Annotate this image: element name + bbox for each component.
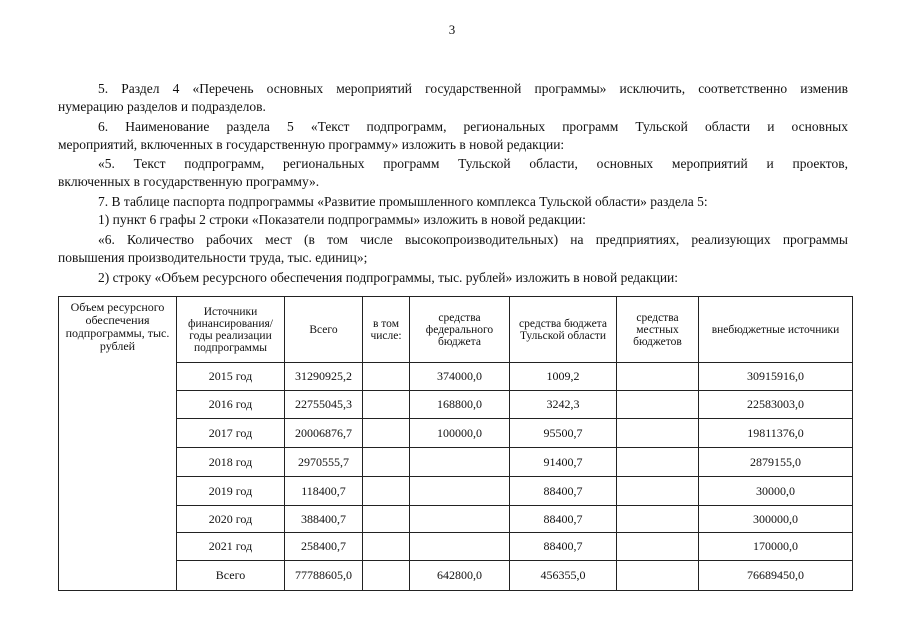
cell-including [363, 561, 410, 591]
table-row [59, 506, 853, 533]
header-regional: средства бюджета Тульской области [510, 297, 617, 363]
table-row [59, 561, 853, 591]
cell-year: 2019 год [177, 477, 285, 506]
cell-extrabudget: 30915916,0 [699, 363, 853, 391]
cell-regional: 456355,0 [510, 561, 617, 591]
cell-local [617, 391, 699, 419]
cell-including [363, 533, 410, 561]
cell-including [363, 363, 410, 391]
cell-year: 2016 год [177, 391, 285, 419]
cell-year: Всего [177, 561, 285, 591]
cell-total: 31290925,2 [285, 363, 363, 391]
cell-total: 118400,7 [285, 477, 363, 506]
paragraph-7-item-1: 1) пункт 6 графы 2 строки «Показатели подпрограммы» изложить в новой редакции: [98, 212, 586, 227]
cell-year: 2015 год [177, 363, 285, 391]
cell-regional: 88400,7 [510, 477, 617, 506]
cell-total: 20006876,7 [285, 419, 363, 448]
paragraph-6-line-1: 6. Наименование раздела 5 «Текст подпрограмм, региональных программ Тульской области и основных [98, 119, 848, 134]
cell-federal: 642800,0 [410, 561, 510, 591]
table-row [59, 363, 853, 391]
paragraph-7 [58, 193, 848, 229]
cell-year: 2017 год [177, 419, 285, 448]
resource-table [58, 296, 853, 591]
paragraph-7-item-2: 2) строку «Объем ресурсного обеспечения подпрограммы, тыс. рублей» изложить в новой редакции: [98, 270, 679, 285]
table-header-row [59, 297, 853, 363]
cell-local [617, 363, 699, 391]
header-including: в том числе: [363, 297, 410, 363]
cell-including [363, 448, 410, 477]
cell-regional: 88400,7 [510, 533, 617, 561]
cell-regional: 91400,7 [510, 448, 617, 477]
cell-total: 2970555,7 [285, 448, 363, 477]
cell-regional: 3242,3 [510, 391, 617, 419]
row-label: Объем ресурсного обеспечения подпрограммы, тыс. рублей [59, 297, 177, 591]
cell-total: 388400,7 [285, 506, 363, 533]
paragraph-5-line-2: нумерацию разделов и подразделов. [58, 99, 266, 114]
cell-total: 258400,7 [285, 533, 363, 561]
table-row [59, 391, 853, 419]
paragraph-7-quote [58, 231, 848, 267]
cell-federal [410, 533, 510, 561]
header-federal: средства федерального бюджета [410, 297, 510, 363]
paragraph-6-quote-line-2: включенных в государственную программу». [58, 174, 320, 189]
cell-extrabudget: 22583003,0 [699, 391, 853, 419]
header-total: Всего [285, 297, 363, 363]
cell-year: 2020 год [177, 506, 285, 533]
cell-federal [410, 448, 510, 477]
cell-extrabudget: 170000,0 [699, 533, 853, 561]
cell-extrabudget: 19811376,0 [699, 419, 853, 448]
cell-federal [410, 506, 510, 533]
cell-federal: 100000,0 [410, 419, 510, 448]
table-row [59, 477, 853, 506]
cell-regional: 88400,7 [510, 506, 617, 533]
cell-including [363, 477, 410, 506]
paragraph-7-quote-line-1: «6. Количество рабочих мест (в том числе высокопроизводительных) на предприятиях, реализующих программы [98, 232, 848, 247]
page-number: 3 [448, 22, 456, 37]
cell-regional: 1009,2 [510, 363, 617, 391]
cell-including [363, 391, 410, 419]
paragraph-5 [58, 80, 848, 116]
table-row [59, 533, 853, 561]
paragraph-6 [58, 118, 848, 154]
cell-federal: 168800,0 [410, 391, 510, 419]
cell-federal: 374000,0 [410, 363, 510, 391]
cell-local [617, 477, 699, 506]
cell-regional: 95500,7 [510, 419, 617, 448]
paragraph-7-line-1: 7. В таблице паспорта подпрограммы «Развитие промышленного комплекса Тульской области» раздела 5: [98, 194, 708, 209]
cell-total: 77788605,0 [285, 561, 363, 591]
cell-including [363, 506, 410, 533]
header-sources: Источники финансирования/ годы реализации подпрограммы [177, 297, 285, 363]
cell-extrabudget: 2879155,0 [699, 448, 853, 477]
table-row [59, 419, 853, 448]
header-local: средства местных бюджетов [617, 297, 699, 363]
cell-extrabudget: 76689450,0 [699, 561, 853, 591]
cell-including [363, 419, 410, 448]
paragraph-6-quote [58, 155, 848, 191]
paragraph-6-line-2: мероприятий, включенных в государственную программу» изложить в новой редакции: [58, 137, 565, 152]
cell-federal [410, 477, 510, 506]
cell-local [617, 506, 699, 533]
paragraph-6-quote-line-1: «5. Текст подпрограмм, региональных программ Тульской области, основных мероприятий и проектов, [98, 156, 848, 171]
cell-extrabudget: 30000,0 [699, 477, 853, 506]
header-extrabudget: внебюджетные источники [699, 297, 853, 363]
paragraph-7-quote-line-2: повышения производительности труда, тыс. единиц»; [58, 250, 368, 265]
paragraph-5-line-1: 5. Раздел 4 «Перечень основных мероприятий государственной программы» исключить, соответственно изменив [98, 81, 848, 96]
cell-local [617, 533, 699, 561]
table-row [59, 448, 853, 477]
cell-local [617, 419, 699, 448]
cell-local [617, 448, 699, 477]
cell-year: 2018 год [177, 448, 285, 477]
paragraph-7-item-2-block [58, 269, 848, 287]
cell-local [617, 561, 699, 591]
cell-extrabudget: 300000,0 [699, 506, 853, 533]
cell-total: 22755045,3 [285, 391, 363, 419]
cell-year: 2021 год [177, 533, 285, 561]
